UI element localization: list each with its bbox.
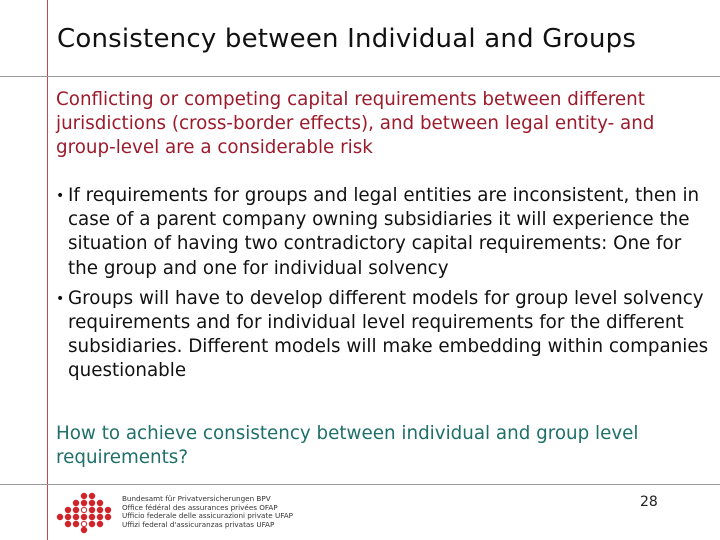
- bullet-text: Groups will have to develop different models for group level solvency requirements and for individual level requirements for the different subsidiaries. Different models will make embedding within companies questionable: [68, 287, 709, 382]
- org-line: Office fédéral des assurances privées OFAP: [122, 502, 278, 512]
- title-divider: [0, 76, 720, 77]
- bullet-symbol: •: [56, 188, 65, 204]
- org-line: Ufficio federale delle assicurazioni private UFAP: [122, 511, 293, 521]
- vertical-divider: [47, 0, 48, 540]
- organization-name: [122, 495, 293, 529]
- footer-divider: [0, 484, 720, 485]
- question-text: How to achieve consistency between individual and group level requirements?: [56, 423, 639, 468]
- intro-text: Conflicting or competing capital requirements between different jurisdictions (cross-border effects), and between legal entity- and group-level are a considerable risk: [56, 89, 655, 158]
- bullet-item: [56, 184, 711, 281]
- slide-title: Consistency between Individual and Groups: [57, 24, 637, 54]
- swiss-federal-logo-icon: [55, 492, 113, 534]
- bullet-text: If requirements for groups and legal entities are inconsistent, then in case of a parent company owning subsidiaries it will experience the situation of having two contradictory capital requirements: One for the group and one for individual solvency: [68, 185, 700, 279]
- bullet-item: [56, 287, 711, 384]
- org-line: Uffizi federal d'assicuranzas privatas UFAP: [122, 519, 275, 529]
- bullet-list: [56, 184, 711, 390]
- page-number: 28: [640, 494, 658, 510]
- bullet-symbol: •: [56, 290, 65, 307]
- org-line: Bundesamt für Privatversicherungen BPV: [122, 494, 271, 503]
